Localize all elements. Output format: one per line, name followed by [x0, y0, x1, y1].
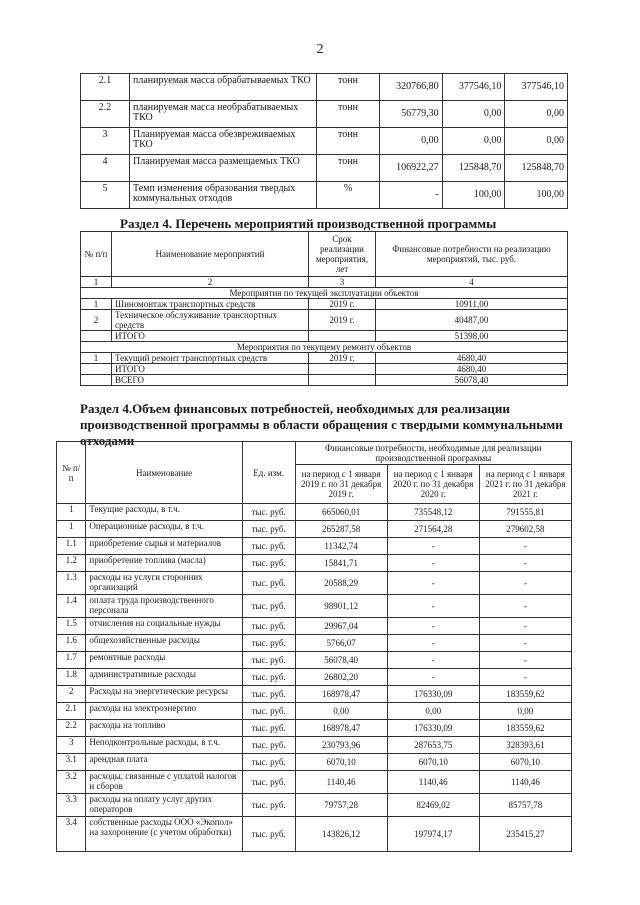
- cell-value-2019: 0,00: [380, 128, 443, 155]
- table-row: [57, 720, 572, 737]
- table-row: [81, 128, 568, 155]
- cell-value-2019: 5766,07: [295, 635, 387, 652]
- cell-value-2020: -: [387, 538, 479, 555]
- cell-name: оплата труда производственного персонала: [86, 595, 242, 618]
- cell-num: 3.1: [57, 754, 86, 771]
- cell-value-2021: 183559,62: [479, 686, 571, 703]
- page-number: 2: [316, 42, 324, 57]
- cell-unit: тыс. руб.: [242, 521, 295, 538]
- row-value: 10911,00: [376, 299, 568, 310]
- cell-value-2021: 100,00: [505, 182, 568, 209]
- total-value: 4680,40: [376, 364, 568, 375]
- cell-unit: тыс. руб.: [242, 794, 295, 817]
- header-period-2020: на период с 1 января 2020 г. по 31 декабря 2020 г.: [387, 465, 479, 504]
- cell-name: Темп изменения образования твердых коммунальных отходов: [130, 182, 317, 209]
- table-row: [57, 686, 572, 703]
- header-num: № п/п: [57, 442, 86, 504]
- cell-num: 1.7: [57, 652, 86, 669]
- cell-value-2021: -: [479, 618, 571, 635]
- cell-name: планируемая масса необрабатываемых ТКО: [130, 101, 317, 128]
- table-row: [57, 652, 572, 669]
- table-row: [81, 155, 568, 182]
- cell-value-2020: 197974,17: [387, 817, 479, 852]
- cell-num: 2: [57, 686, 86, 703]
- cell-value-2021: 0,00: [505, 101, 568, 128]
- table-row: [57, 595, 572, 618]
- cell-value-2021: 6070,10: [479, 754, 571, 771]
- cell-unit: тыс. руб.: [242, 817, 295, 852]
- section4-activities-title: Раздел 4. Перечень мероприятий производственной программы: [120, 216, 497, 231]
- header-unit: Ед. изм.: [242, 442, 295, 504]
- cell-value-2021: 0,00: [505, 128, 568, 155]
- cell-value-2019: 15841,71: [295, 555, 387, 572]
- planned-mass-table: [80, 73, 568, 209]
- table-row: [81, 182, 568, 209]
- total-value: 51398,00: [376, 331, 568, 342]
- cell-name: собственные расходы ООО «Экопол» на захоронение (с учетом обработки): [86, 817, 242, 852]
- cell-unit: тонн: [317, 101, 380, 128]
- cell-value-2021: 125848,70: [505, 155, 568, 182]
- cell-value-2020: 82469,02: [387, 794, 479, 817]
- cell-name: Планируемая масса размещаемых ТКО: [130, 155, 317, 182]
- grand-total-value: 56078,40: [376, 375, 568, 386]
- cell-name: Неподконтрольные расходы, в т.ч.: [86, 737, 242, 754]
- cell-value-2020: -: [387, 618, 479, 635]
- cell-value-2019: 665060,01: [295, 504, 387, 521]
- cell-name: арендная плата: [86, 754, 242, 771]
- table-row: [57, 618, 572, 635]
- cell-unit: тонн: [317, 74, 380, 101]
- cell-num: 1.1: [57, 538, 86, 555]
- cell-value-2020: 125848,70: [442, 155, 505, 182]
- cell-num: 4: [81, 155, 130, 182]
- cell-value-2020: 100,00: [442, 182, 505, 209]
- cell-unit: тыс. руб.: [242, 652, 295, 669]
- row-value: 4680,40: [376, 353, 568, 364]
- cell-num: 1: [57, 504, 86, 521]
- cell-num: 3: [81, 128, 130, 155]
- index-4: 4: [376, 277, 568, 288]
- cell-value-2020: 0,00: [442, 128, 505, 155]
- cell-name: расходы на услуги сторонних организаций: [86, 572, 242, 595]
- row-value: 40487,00: [376, 310, 568, 331]
- cell-value-2021: 328393,61: [479, 737, 571, 754]
- cell-unit: тыс. руб.: [242, 737, 295, 754]
- cell-num: 5: [81, 182, 130, 209]
- total-label: ИТОГО: [112, 331, 309, 342]
- cell-unit: тыс. руб.: [242, 720, 295, 737]
- row-num: 1: [81, 299, 112, 310]
- cell-value-2021: 377546,10: [505, 74, 568, 101]
- cell-num: 1.6: [57, 635, 86, 652]
- cell-value-2019: 320766,80: [380, 74, 443, 101]
- cell-value-2019: 143826,12: [295, 817, 387, 852]
- cell-value-2020: -: [387, 595, 479, 618]
- cell-value-2021: -: [479, 635, 571, 652]
- cell-name: ремонтные расходы: [86, 652, 242, 669]
- row-term: 2019 г.: [309, 353, 376, 364]
- cell-name: отчисления на социальные нужды: [86, 618, 242, 635]
- cell-value-2020: 735548,12: [387, 504, 479, 521]
- cell-value-2020: -: [387, 555, 479, 572]
- table-row: [57, 572, 572, 595]
- cell-name: Текущие расходы, в т.ч.: [86, 504, 242, 521]
- table-row: [57, 771, 572, 794]
- cell-value-2021: 235415,27: [479, 817, 571, 852]
- cell-unit: тыс. руб.: [242, 504, 295, 521]
- cell-name: административные расходы: [86, 669, 242, 686]
- table-row: [57, 817, 572, 852]
- cell-value-2021: 791555,81: [479, 504, 571, 521]
- header-period-2019: на период с 1 января 2019 г. по 31 декабря 2019 г.: [295, 465, 387, 504]
- cell-name: расходы на оплату услуг других операторов: [86, 794, 242, 817]
- table-row: [57, 635, 572, 652]
- cell-value-2021: -: [479, 595, 571, 618]
- cell-value-2019: 56078,40: [295, 652, 387, 669]
- total-label: ИТОГО: [112, 364, 309, 375]
- cell-value-2021: 183559,62: [479, 720, 571, 737]
- table-row: [57, 754, 572, 771]
- cell-value-2019: 98901,12: [295, 595, 387, 618]
- table-row: [57, 521, 572, 538]
- cell-num: 3: [57, 737, 86, 754]
- cell-value-2019: 11342,74: [295, 538, 387, 555]
- cell-name: Операционные расходы, в т.ч.: [86, 521, 242, 538]
- cell-name: Планируемая масса обезвреживаемых ТКО: [130, 128, 317, 155]
- header-finance: Финансовые потребности, необходимые для реализации производственной программы: [295, 442, 572, 465]
- table-row: [57, 669, 572, 686]
- cell-num: 1.5: [57, 618, 86, 635]
- table-row: [57, 538, 572, 555]
- header-period-2021: на период с 1 января 2021 г. по 31 декабря 2021 г.: [479, 465, 571, 504]
- cell-num: 2.2: [81, 101, 130, 128]
- activities-table: [80, 231, 568, 386]
- row-term: 2019 г.: [309, 310, 376, 331]
- cell-unit: тыс. руб.: [242, 618, 295, 635]
- cell-num: 3.3: [57, 794, 86, 817]
- cell-value-2020: 287653,75: [387, 737, 479, 754]
- row-term: 2019 г.: [309, 299, 376, 310]
- cell-unit: тыс. руб.: [242, 538, 295, 555]
- cell-num: 1.3: [57, 572, 86, 595]
- cell-num: 1.4: [57, 595, 86, 618]
- header-finance: Финансовые потребности на реализацию мероприятий, тыс. руб.: [376, 232, 568, 277]
- cell-value-2019: 0,00: [295, 703, 387, 720]
- cell-unit: %: [317, 182, 380, 209]
- cell-unit: тонн: [317, 155, 380, 182]
- cell-num: 1.8: [57, 669, 86, 686]
- cell-num: 1: [57, 521, 86, 538]
- cell-unit: тыс. руб.: [242, 669, 295, 686]
- table-row: [57, 555, 572, 572]
- cell-unit: тыс. руб.: [242, 595, 295, 618]
- table-row: [57, 794, 572, 817]
- cell-value-2021: -: [479, 572, 571, 595]
- cell-value-2020: 6070,10: [387, 754, 479, 771]
- finance-needs-table: [56, 441, 572, 852]
- cell-unit: тыс. руб.: [242, 555, 295, 572]
- index-2: 2: [112, 277, 309, 288]
- cell-unit: тыс. руб.: [242, 686, 295, 703]
- cell-name: приобретение сырья и материалов: [86, 538, 242, 555]
- cell-value-2019: 1140,46: [295, 771, 387, 794]
- cell-value-2019: 56779,30: [380, 101, 443, 128]
- cell-value-2020: 1140,46: [387, 771, 479, 794]
- cell-name: расходы, связанные с уплатой налогов и сборов: [86, 771, 242, 794]
- cell-name: приобретение топлива (масла): [86, 555, 242, 572]
- cell-name: Расходы на энергетические ресурсы: [86, 686, 242, 703]
- table-row: [57, 737, 572, 754]
- cell-value-2021: -: [479, 669, 571, 686]
- cell-unit: тыс. руб.: [242, 703, 295, 720]
- cell-num: 2.2: [57, 720, 86, 737]
- cell-value-2019: 29967,04: [295, 618, 387, 635]
- cell-unit: тыс. руб.: [242, 572, 295, 595]
- cell-value-2019: 6070,10: [295, 754, 387, 771]
- cell-value-2019: -: [380, 182, 443, 209]
- cell-num: 1.2: [57, 555, 86, 572]
- title-line: отходами: [80, 433, 135, 448]
- cell-unit: тыс. руб.: [242, 754, 295, 771]
- cell-value-2021: -: [479, 555, 571, 572]
- cell-name: расходы на электроэнергию: [86, 703, 242, 720]
- title-line: производственной программы в области обращения с твердыми коммунальными: [80, 417, 563, 432]
- group-current-repair: Мероприятия по текущему ремонту объектов: [81, 342, 568, 353]
- cell-value-2019: 168978,47: [295, 686, 387, 703]
- cell-value-2020: -: [387, 669, 479, 686]
- row-num: 2: [81, 310, 112, 331]
- header-num: № п/п: [81, 232, 112, 277]
- cell-unit: тыс. руб.: [242, 771, 295, 794]
- cell-value-2020: -: [387, 572, 479, 595]
- cell-value-2020: 176330,09: [387, 686, 479, 703]
- cell-value-2021: 1140,46: [479, 771, 571, 794]
- cell-value-2021: 279602,58: [479, 521, 571, 538]
- cell-value-2020: 377546,10: [442, 74, 505, 101]
- row-num: 1: [81, 353, 112, 364]
- cell-num: 3.2: [57, 771, 86, 794]
- header-name: Наименование мероприятий: [112, 232, 309, 277]
- grand-total-label: ВСЕГО: [112, 375, 309, 386]
- cell-value-2019: 265287,58: [295, 521, 387, 538]
- cell-value-2020: -: [387, 652, 479, 669]
- title-line: Раздел 4.Объем финансовых потребностей, необходимых для реализации: [80, 401, 510, 416]
- header-name: Наименование: [86, 442, 242, 504]
- index-3: 3: [309, 277, 376, 288]
- table-row: [81, 101, 568, 128]
- cell-num: 2.1: [81, 74, 130, 101]
- header-term: Срок реализации мероприятия, лет: [309, 232, 376, 277]
- cell-value-2019: 26802,20: [295, 669, 387, 686]
- cell-value-2019: 20588,29: [295, 572, 387, 595]
- cell-unit: тонн: [317, 128, 380, 155]
- cell-value-2019: 230793,96: [295, 737, 387, 754]
- row-name: Текущий ремонт транспортных средств: [112, 353, 309, 364]
- cell-name: расходы на топливо: [86, 720, 242, 737]
- group-current-operation: Мероприятия по текущей эксплуатации объектов: [81, 288, 568, 299]
- cell-value-2020: 0,00: [442, 101, 505, 128]
- cell-value-2020: 0,00: [387, 703, 479, 720]
- cell-num: 3.4: [57, 817, 86, 852]
- cell-value-2020: 176330,09: [387, 720, 479, 737]
- table-row: [57, 504, 572, 521]
- cell-value-2019: 106922,27: [380, 155, 443, 182]
- cell-value-2020: -: [387, 635, 479, 652]
- cell-value-2021: -: [479, 652, 571, 669]
- row-name: Шиномонтаж транспортных средств: [112, 299, 309, 310]
- table-row: [81, 74, 568, 101]
- cell-name: планируемая масса обрабатываемых ТКО: [130, 74, 317, 101]
- index-1: 1: [81, 277, 112, 288]
- table-row: [57, 703, 572, 720]
- cell-value-2020: 271564,28: [387, 521, 479, 538]
- cell-unit: тыс. руб.: [242, 635, 295, 652]
- cell-value-2021: -: [479, 538, 571, 555]
- cell-value-2019: 79757,28: [295, 794, 387, 817]
- cell-value-2019: 168978,47: [295, 720, 387, 737]
- cell-value-2021: 85757,78: [479, 794, 571, 817]
- row-name: Техническое обслуживание транспортных средств: [112, 310, 309, 331]
- cell-value-2021: 0,00: [479, 703, 571, 720]
- cell-name: общехозяйственные расходы: [86, 635, 242, 652]
- cell-num: 2.1: [57, 703, 86, 720]
